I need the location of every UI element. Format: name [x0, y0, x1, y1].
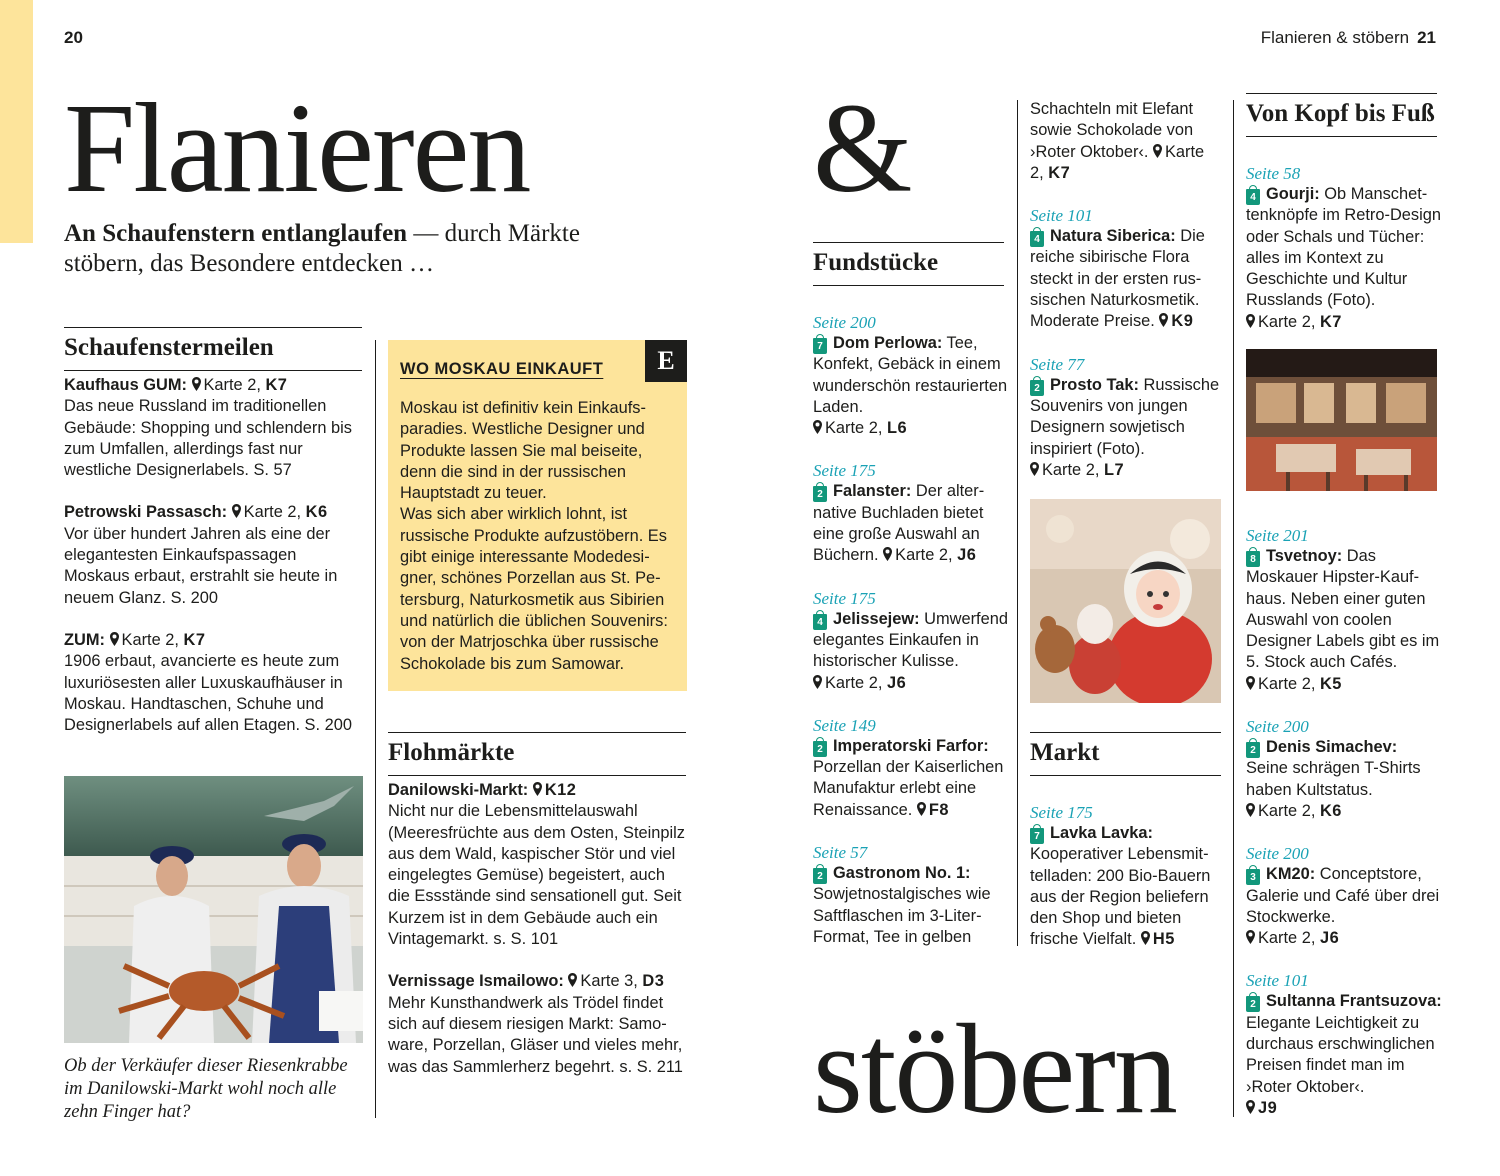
- list-item: [813, 460, 1008, 566]
- map-pin-icon: [813, 420, 822, 434]
- entry-text: Mehr Kunsthandwerk als Trödel findet sich auf diesem riesigen Markt: Samoware, Porzellan, Gläser und vieles mehr, was das Sammlerherz begehrt. s. S. 211: [388, 993, 683, 1076]
- info-box-text: Moskau ist definitiv kein Einkaufsparadies. Westliche Designer und Produkte lassen Sie mal beiseite, denn die sind in der russischen Hauptstadt zu teuer. Was sich aber wirklich lohnt, ist russische Produkte aufzustöbern. Es gibt einige interessante Modedesigner, schönes Porzellan aus St. Petersburg, Naturkosmetik aus Sibirien und natürlich die üblichen Souvenirs: von der Matrjoschka über russische Schokolade bis zum Samowar.: [400, 399, 668, 673]
- map-ref: Karte 2,: [1030, 142, 1205, 182]
- entry-text: Conceptstore, Galerie und Café über drei Stockwerke.: [1246, 865, 1440, 926]
- page-edge-tab: [0, 0, 33, 243]
- shop-bag-icon: 4: [813, 614, 827, 630]
- page-ref: Seite 149: [813, 715, 876, 735]
- list-item: [1246, 525, 1442, 695]
- shop-bag-icon: 2: [813, 741, 827, 757]
- list-item: [1246, 843, 1442, 949]
- shop-bag-icon: 8: [1246, 551, 1260, 567]
- kopf-list-top: [1246, 163, 1442, 354]
- list-item: [388, 780, 688, 950]
- shop-bag-icon: 2: [813, 486, 827, 502]
- column-divider: [375, 340, 376, 1118]
- schaufenster-list: [64, 375, 364, 757]
- entry-name: Natura Siberica:: [1050, 227, 1176, 246]
- map-pin-icon: [1159, 313, 1168, 327]
- map-code: D3: [642, 972, 665, 991]
- section-rule-bottom: [1030, 775, 1221, 776]
- map-code: K7: [183, 630, 206, 649]
- list-item: [813, 715, 1008, 821]
- fundstuecke-list: [813, 312, 1008, 969]
- entry-name: Kaufhaus GUM:: [64, 376, 187, 394]
- entry-name: Sultanna Frantsuzova:: [1266, 992, 1442, 1011]
- list-item: [1030, 354, 1222, 481]
- shop-bag-icon: 4: [1030, 231, 1044, 247]
- list-item: [813, 312, 1008, 439]
- page-ref: Seite 57: [813, 843, 868, 863]
- entry-text: Das neue Russland im traditionellen Gebäude: Shopping und schlendern bis zum Umfallen, allerdings fast nur westliche Designerlabels. S. 57: [64, 397, 352, 480]
- page-number-left: 20: [64, 28, 83, 47]
- shop-bag-icon: 2: [1246, 742, 1260, 758]
- map-code: K9: [1171, 312, 1194, 331]
- title-ampersand: &: [813, 77, 911, 219]
- entry-text: 1906 erbaut, avancierte es heute zum luxuriösesten aller Luxuskaufhäuser in Moskau. Handtaschen, Schuhe und Designerlabels auf allen Etagen. S. 200: [64, 652, 352, 735]
- info-box: [388, 340, 687, 691]
- page-ref: Seite 200: [1246, 844, 1309, 864]
- map-code: K7: [1048, 163, 1071, 182]
- list-item: [64, 502, 364, 608]
- entry-name: Prosto Tak:: [1050, 375, 1139, 394]
- entry-name: Gourji:: [1266, 185, 1320, 203]
- list-item: [64, 375, 364, 481]
- page-ref: Seite 175: [813, 588, 876, 608]
- page-ref: Seite 201: [1246, 526, 1309, 545]
- map-pin-icon: [1246, 314, 1255, 328]
- title-flanieren: Flanieren: [64, 77, 530, 219]
- list-item: [1246, 716, 1442, 822]
- map-ref: Karte 2,: [1258, 801, 1316, 820]
- section-heading-kopf: Von Kopf bis Fuß: [1246, 100, 1435, 127]
- page-ref: Seite 175: [1030, 803, 1093, 822]
- map-pin-icon: [813, 675, 822, 689]
- entry-text: Vor über hundert Jahren als eine der elegantesten Einkaufspassagen Moskaus erbaut, erstrahlt sie heute in neuem Glanz. S. 200: [64, 524, 338, 607]
- shop-bag-icon: 2: [1246, 996, 1260, 1012]
- list-item: [388, 971, 688, 1077]
- entry-name: Jelissejew:: [833, 609, 920, 628]
- map-code: L6: [886, 419, 908, 438]
- map-ref: Karte 3,: [580, 972, 638, 991]
- map-code: K12: [544, 781, 577, 799]
- map-code: J9: [1258, 1098, 1278, 1117]
- entry-name: Imperatorski Farfor:: [833, 736, 989, 755]
- map-pin-icon: [192, 377, 201, 391]
- entry-name: Lavka Lavka:: [1050, 824, 1153, 842]
- map-code: K7: [1319, 312, 1342, 331]
- section-rule-top: [64, 327, 362, 328]
- map-ref: Karte 2,: [243, 503, 302, 522]
- map-code: L7: [1103, 460, 1125, 479]
- shop-bag-icon: 7: [1030, 828, 1044, 844]
- entry-text: Tee, Konfekt, Gebäck in einem wunderschön restaurierten Laden.: [813, 334, 1008, 416]
- map-pin-icon: [1246, 676, 1255, 690]
- entry-name: Tsvetnoy:: [1266, 547, 1343, 565]
- flohmaerkte-list: [388, 780, 688, 1099]
- page-ref: Seite 200: [813, 313, 876, 332]
- map-ref: Karte 2,: [825, 419, 883, 438]
- map-code: H5: [1152, 930, 1175, 949]
- entry-text: Kooperativer Lebensmittelladen: 200 Bio-Bauern aus der Region beliefern den Shop und bieten frische Vielfalt.: [1030, 845, 1211, 949]
- entry-name: Vernissage Ismailowo:: [388, 972, 564, 991]
- map-pin-icon: [110, 632, 119, 646]
- list-item: [1246, 970, 1442, 1119]
- map-ref: Karte 2,: [895, 546, 953, 565]
- map-pin-icon: [1030, 462, 1039, 476]
- map-pin-icon: [232, 504, 241, 518]
- shop-bag-icon: 2: [813, 868, 827, 884]
- map-ref: Karte 2,: [1258, 312, 1316, 331]
- map-pin-icon: [917, 802, 926, 816]
- photo-caption: Ob der Verkäufer dieser Riesenkrabbe im Danilowski-Markt wohl noch alle zehn Finger hat?: [64, 1056, 348, 1122]
- map-code: K6: [305, 503, 328, 522]
- entry-text: Porzellan der Kaiserlichen Manufaktur erlebt eine Renaissance.: [813, 758, 1004, 819]
- entry-text: Die reiche sibirische Flora steckt in der ersten russischen Naturkosmetik. Moderate Preise.: [1030, 227, 1205, 331]
- map-pin-icon: [533, 782, 542, 796]
- entry-name: Falanster:: [833, 482, 912, 501]
- page-ref: Seite 58: [1246, 164, 1301, 183]
- column-divider: [1233, 100, 1234, 1117]
- list-item: [813, 842, 1008, 948]
- map-ref: Karte 2,: [1258, 674, 1316, 693]
- section-heading-schaufenster: Schaufenstermeilen: [64, 334, 274, 361]
- running-header: [1261, 28, 1436, 48]
- kopf-list-bottom: [1246, 525, 1442, 1140]
- list-item-continuation: [1030, 99, 1222, 184]
- map-pin-icon: [1246, 1100, 1255, 1114]
- list-item: [64, 630, 364, 736]
- shop-bag-icon: 7: [813, 338, 827, 354]
- intro-bold: An Schaufenstern entlanglaufen: [64, 220, 408, 247]
- list-item: [1030, 205, 1222, 332]
- entry-text: Umwerfend elegantes Einkaufen in historischer Kulisse.: [813, 609, 1008, 671]
- page-ref: Seite 200: [1246, 717, 1309, 737]
- section-heading-markt: Markt: [1030, 739, 1100, 766]
- section-rule-bottom: [64, 370, 362, 371]
- map-pin-icon: [1246, 803, 1255, 817]
- page-ref: Seite 101: [1246, 971, 1309, 991]
- entry-text: Der alternative Buchladen bietet eine große Auswahl an Büchern.: [813, 482, 985, 565]
- map-pin-icon: [1246, 930, 1255, 944]
- page-ref: Seite 77: [1030, 354, 1085, 374]
- entry-name: Dom Perlowa:: [833, 334, 943, 352]
- entry-text: Das Moskauer Hipster-Kaufhaus. Neben einer guten Auswahl von coolen Designer Labels gibt es im 5. Stock auch Cafés.: [1246, 547, 1440, 672]
- map-pin-icon: [568, 973, 577, 987]
- markt-list: [1030, 802, 1225, 972]
- section-rule-bottom: [1246, 136, 1437, 137]
- map-pin-icon: [1153, 144, 1162, 158]
- title-stoebern: stöbern: [813, 998, 1176, 1140]
- photo-shop-interior: [1246, 349, 1437, 491]
- entry-text: Sowjetnostalgisches wie Saftflaschen im 3-Liter-Format, Tee in gelben: [813, 885, 991, 946]
- entry-text: Schachteln mit Elefant sowie Schokolade von ›Roter Oktober‹.: [1030, 100, 1194, 161]
- entry-text: Russische Souvenirs von jungen Designern sowjetisch inspiriert (Foto).: [1030, 375, 1220, 458]
- map-pin-icon: [883, 547, 892, 561]
- map-code: J6: [886, 673, 907, 692]
- map-ref: Karte 2,: [203, 376, 261, 394]
- entry-text: Elegante Leichtigkeit zu durchaus erschwinglichen Preisen findet man im ›Roter Oktober‹.: [1246, 1013, 1435, 1096]
- section-rule-bottom: [388, 775, 686, 776]
- section-rule-bottom: [813, 285, 1004, 286]
- list-item: [1246, 163, 1442, 333]
- section-rule-top: [1246, 93, 1437, 94]
- map-code: J6: [957, 546, 977, 565]
- section-heading-fundstuecke: Fundstücke: [813, 249, 939, 276]
- shop-bag-icon: 3: [1246, 869, 1260, 885]
- shop-bag-icon: 2: [1030, 380, 1044, 396]
- column-divider: [1017, 100, 1018, 946]
- map-ref: Karte 2,: [121, 630, 179, 649]
- map-ref: Karte 2,: [1258, 929, 1316, 948]
- map-pin-icon: [1141, 931, 1150, 945]
- intro-rest: — durch Märkte stöbern, das Besondere entdecken …: [64, 220, 580, 277]
- photo-crab-seller: [64, 776, 363, 1043]
- page-ref: Seite 101: [1030, 206, 1093, 226]
- map-ref: Karte 2,: [825, 673, 883, 692]
- section-rule-top: [1030, 732, 1221, 733]
- map-code: F8: [928, 800, 950, 819]
- list-item: [813, 588, 1008, 694]
- entry-text: Ob Manschettenknöpfe im Retro-Design oder Schals und Tücher: alles im Kontext zu Geschichte und Kultur Russlands (Foto).: [1246, 185, 1441, 310]
- page-number-right: 21: [1417, 28, 1436, 47]
- map-ref: Karte 2,: [1042, 460, 1100, 479]
- shop-bag-icon: 4: [1246, 189, 1260, 205]
- entry-name: KM20:: [1266, 865, 1316, 884]
- map-code: J6: [1319, 929, 1340, 948]
- map-code: K5: [1319, 674, 1342, 693]
- entry-text: Seine schrägen T-Shirts haben Kultstatus.: [1246, 759, 1421, 799]
- entry-name: Denis Simachev:: [1266, 738, 1398, 757]
- section-rule-top: [813, 242, 1004, 243]
- entry-text: Nicht nur die Lebensmittelauswahl (Meeresfrüchte aus dem Osten, Steinpilz aus dem Wald, kaspischer Stör und viel eingelegtes Gemüse) begeistert, auch die Essstände sind sensationell gut. Seit Kurzem ist in dem Gebäude auch ein Vintagemarkt. s. S. 101: [388, 802, 685, 949]
- section-heading-flohmaerkte: Flohmärkte: [388, 739, 515, 766]
- page-ref: Seite 175: [813, 461, 876, 481]
- map-code: K7: [265, 376, 288, 394]
- section-rule-top: [388, 732, 686, 733]
- e-badge: E: [645, 340, 687, 382]
- info-box-heading: WO MOSKAU EINKAUFT: [400, 360, 604, 378]
- running-title: Flanieren & stöbern: [1260, 28, 1410, 47]
- map-code: K6: [1319, 801, 1342, 820]
- entry-name: Danilowski-Markt:: [388, 781, 529, 799]
- photo-souvenir-dolls: [1030, 499, 1221, 703]
- list-item: [1030, 802, 1225, 951]
- entry-name: Petrowski Passasch:: [64, 503, 228, 522]
- col4-list: [1030, 99, 1222, 502]
- entry-name: Gastronom No. 1:: [833, 864, 971, 883]
- intro-text: [64, 219, 624, 279]
- entry-name: ZUM:: [64, 630, 105, 649]
